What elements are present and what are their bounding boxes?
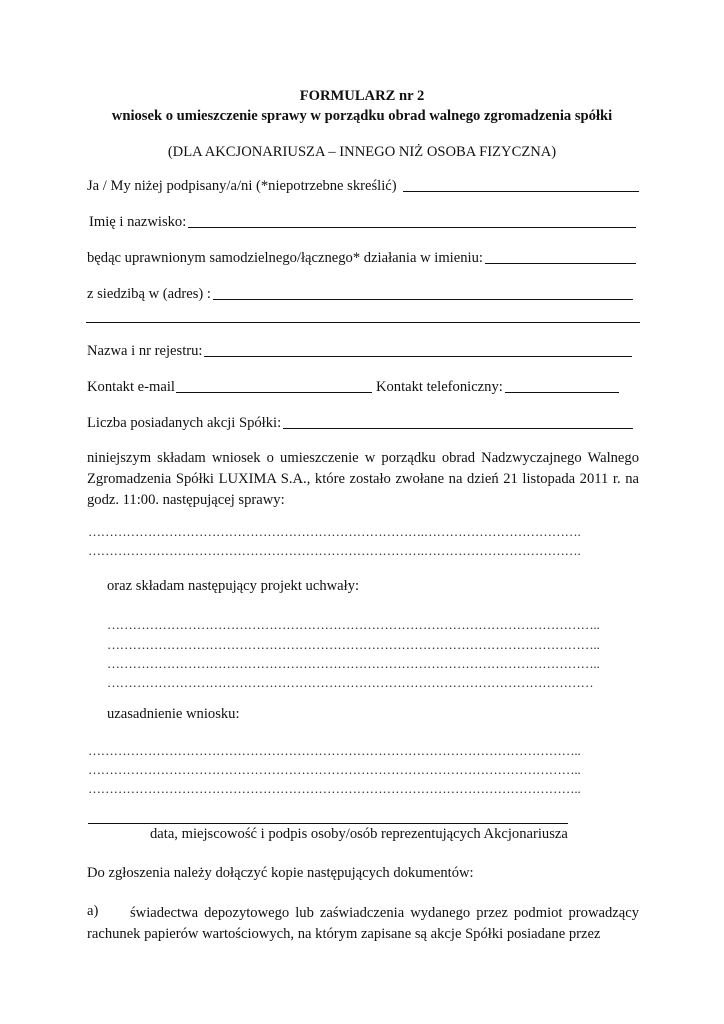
justification-line[interactable]: …………………………………………………………………………………………………….. — [88, 762, 581, 777]
signatory-field[interactable] — [403, 190, 639, 192]
attachments-intro: Do zgłoszenia należy dołączyć kopie następujących dokumentów: — [87, 865, 474, 881]
matter-line[interactable]: …………………………………………………………………….………………………………. — [88, 543, 581, 558]
registry-field[interactable] — [204, 355, 632, 357]
signatory-row — [87, 178, 639, 195]
name-field[interactable] — [188, 226, 636, 228]
email-label: Kontakt e-mail — [87, 379, 175, 395]
resolution-line[interactable]: …………………………………………………………………………………………………….. — [107, 617, 600, 632]
seat-label: z siedzibą w (adres) : — [87, 286, 211, 302]
resolution-line[interactable]: …………………………………………………………………………………………………….. — [107, 637, 600, 652]
form-title: FORMULARZ nr 2 — [299, 88, 425, 104]
phone-field[interactable] — [505, 391, 619, 393]
resolution-label: oraz składam następujący projekt uchwały: — [107, 578, 360, 594]
form-audience: (DLA AKCJONARIUSZA – INNEGO NIŻ OSOBA FIZYCZNA) — [167, 144, 557, 160]
registry-label: Nazwa i nr rejestru: — [87, 343, 203, 359]
matter-line[interactable]: …………………………………………………………………….………………………………. — [88, 524, 581, 539]
shares-label: Liczba posiadanych akcji Spółki: — [87, 415, 282, 431]
name-row — [89, 214, 636, 231]
signatory-label: Ja / My niżej podpisany/a/ni (*niepotrzebne skreślić) — [87, 178, 397, 194]
contact-row — [87, 379, 619, 396]
justification-label: uzasadnienie wniosku: — [107, 706, 240, 722]
phone-label: Kontakt telefoniczny: — [375, 379, 503, 395]
shares-row — [87, 415, 633, 432]
authority-field[interactable] — [485, 262, 636, 264]
item-a-marker: a) — [87, 903, 99, 919]
seat-row — [87, 286, 633, 303]
signature-field[interactable] — [88, 823, 568, 824]
form-subtitle: wniosek o umieszczenie sprawy w porządku obrad walnego zgromadzenia spółki — [111, 108, 613, 124]
resolution-line[interactable]: …………………………………………………………………………………………………….. — [107, 656, 600, 671]
request-paragraph: niniejszym składam wniosek o umieszczenie w porządku obrad Nadzwyczajnego Walnego Zgromadzenia Spółki LUXIMA S.A., które zostało zwołane na dzień 21 listopada 2011 r. na godz. 11:00. następującej sprawy: — [87, 450, 639, 508]
item-a-text: świadectwa depozytowego lub zaświadczenia wydanego przez podmiot prowadzący rachunek papierów wartościowych, na którym zapisane są akcje Spółki posiadane przez — [87, 905, 639, 942]
resolution-line[interactable]: …………………………………………………………………………………………………… — [107, 675, 594, 690]
section-divider — [86, 322, 640, 323]
shares-field[interactable] — [283, 427, 633, 429]
signature-caption: data, miejscowość i podpis osoby/osób reprezentujących Akcjonariusza — [150, 826, 568, 842]
authority-label: będąc uprawnionym samodzielnego/łącznego* działania w imieniu: — [87, 250, 483, 266]
name-label: Imię i nazwisko: — [89, 214, 187, 230]
authority-row — [87, 250, 636, 267]
justification-line[interactable]: …………………………………………………………………………………………………….. — [88, 781, 581, 796]
registry-row — [87, 343, 632, 360]
seat-field[interactable] — [213, 298, 633, 300]
justification-line[interactable]: …………………………………………………………………………………………………….. — [88, 743, 581, 758]
email-field[interactable] — [176, 392, 372, 393]
